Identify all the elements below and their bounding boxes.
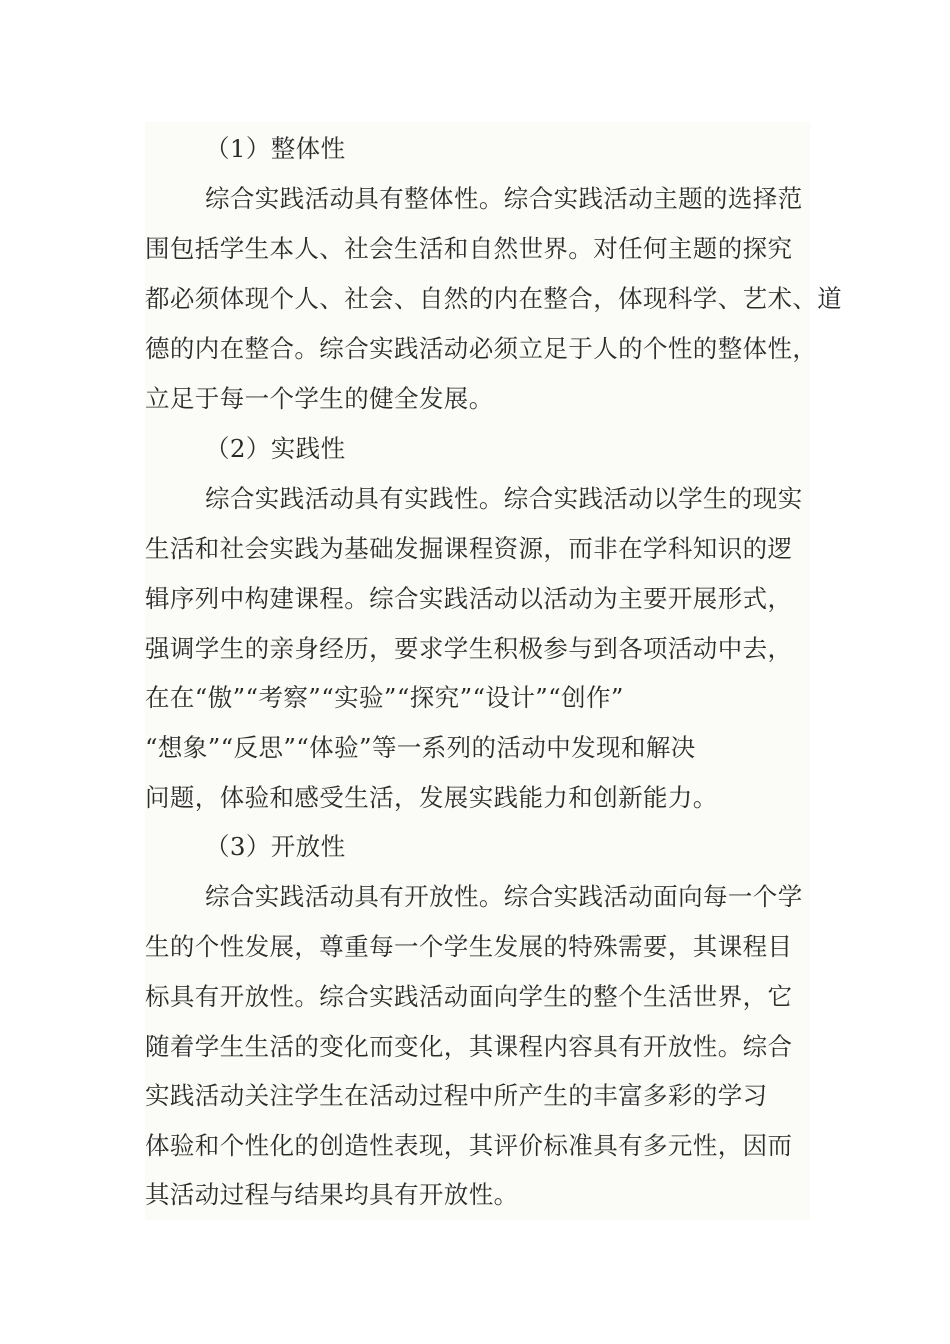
section-heading: （1）整体性 [205,134,346,163]
paragraph-line: 综合实践活动具有整体性。综合实践活动主题的选择范 [205,184,803,213]
paragraph-line: 随着学生生活的变化而变化，其课程内容具有开放性。综合 [145,1032,793,1061]
paragraph-line: 问题，体验和感受生活，发展实践能力和创新能力。 [145,783,718,812]
paragraph-line: 生的个性发展，尊重每一个学生发展的特殊需要，其课程目 [145,932,793,961]
paragraph-line: “想象”“反思”“体验”等一系列的活动中发现和解决 [145,733,696,762]
paragraph-line: 都必须体现个人、社会、自然的内在整合，体现科学、艺术、道 [145,284,843,313]
paragraph-line: 综合实践活动具有开放性。综合实践活动面向每一个学 [205,882,803,911]
paragraph-line: 德的内在整合。综合实践活动必须立足于人的个性的整体性， [145,334,818,363]
paragraph-line: 立足于每一个学生的健全发展。 [145,384,494,413]
paragraph-line: 强调学生的亲身经历，要求学生积极参与到各项活动中去， [145,634,793,663]
section-heading: （3）开放性 [205,832,346,861]
paragraph-line: 辑序列中构建课程。综合实践活动以活动为主要开展形式， [145,584,793,613]
paragraph-line: 生活和社会实践为基础发掘课程资源，而非在学科知识的逻 [145,534,793,563]
paragraph-line: 体验和个性化的创造性表现，其评价标准具有多元性，因而 [145,1131,793,1160]
paragraph-line: 围包括学生本人、社会生活和自然世界。对任何主题的探究 [145,234,793,263]
paragraph-line: 综合实践活动具有实践性。综合实践活动以学生的现实 [205,484,803,513]
paragraph-line: 其活动过程与结果均具有开放性。 [145,1180,519,1209]
paragraph-line: 在在“傲”“考察”“实验”“探究”“设计”“创作” [145,683,624,712]
paragraph-line: 实践活动关注学生在活动过程中所产生的丰富多彩的学习 [145,1081,768,1110]
paragraph-line: 标具有开放性。综合实践活动面向学生的整个生活世界，它 [145,982,793,1011]
text-block [145,122,843,1220]
section-heading: （2）实践性 [205,434,346,463]
